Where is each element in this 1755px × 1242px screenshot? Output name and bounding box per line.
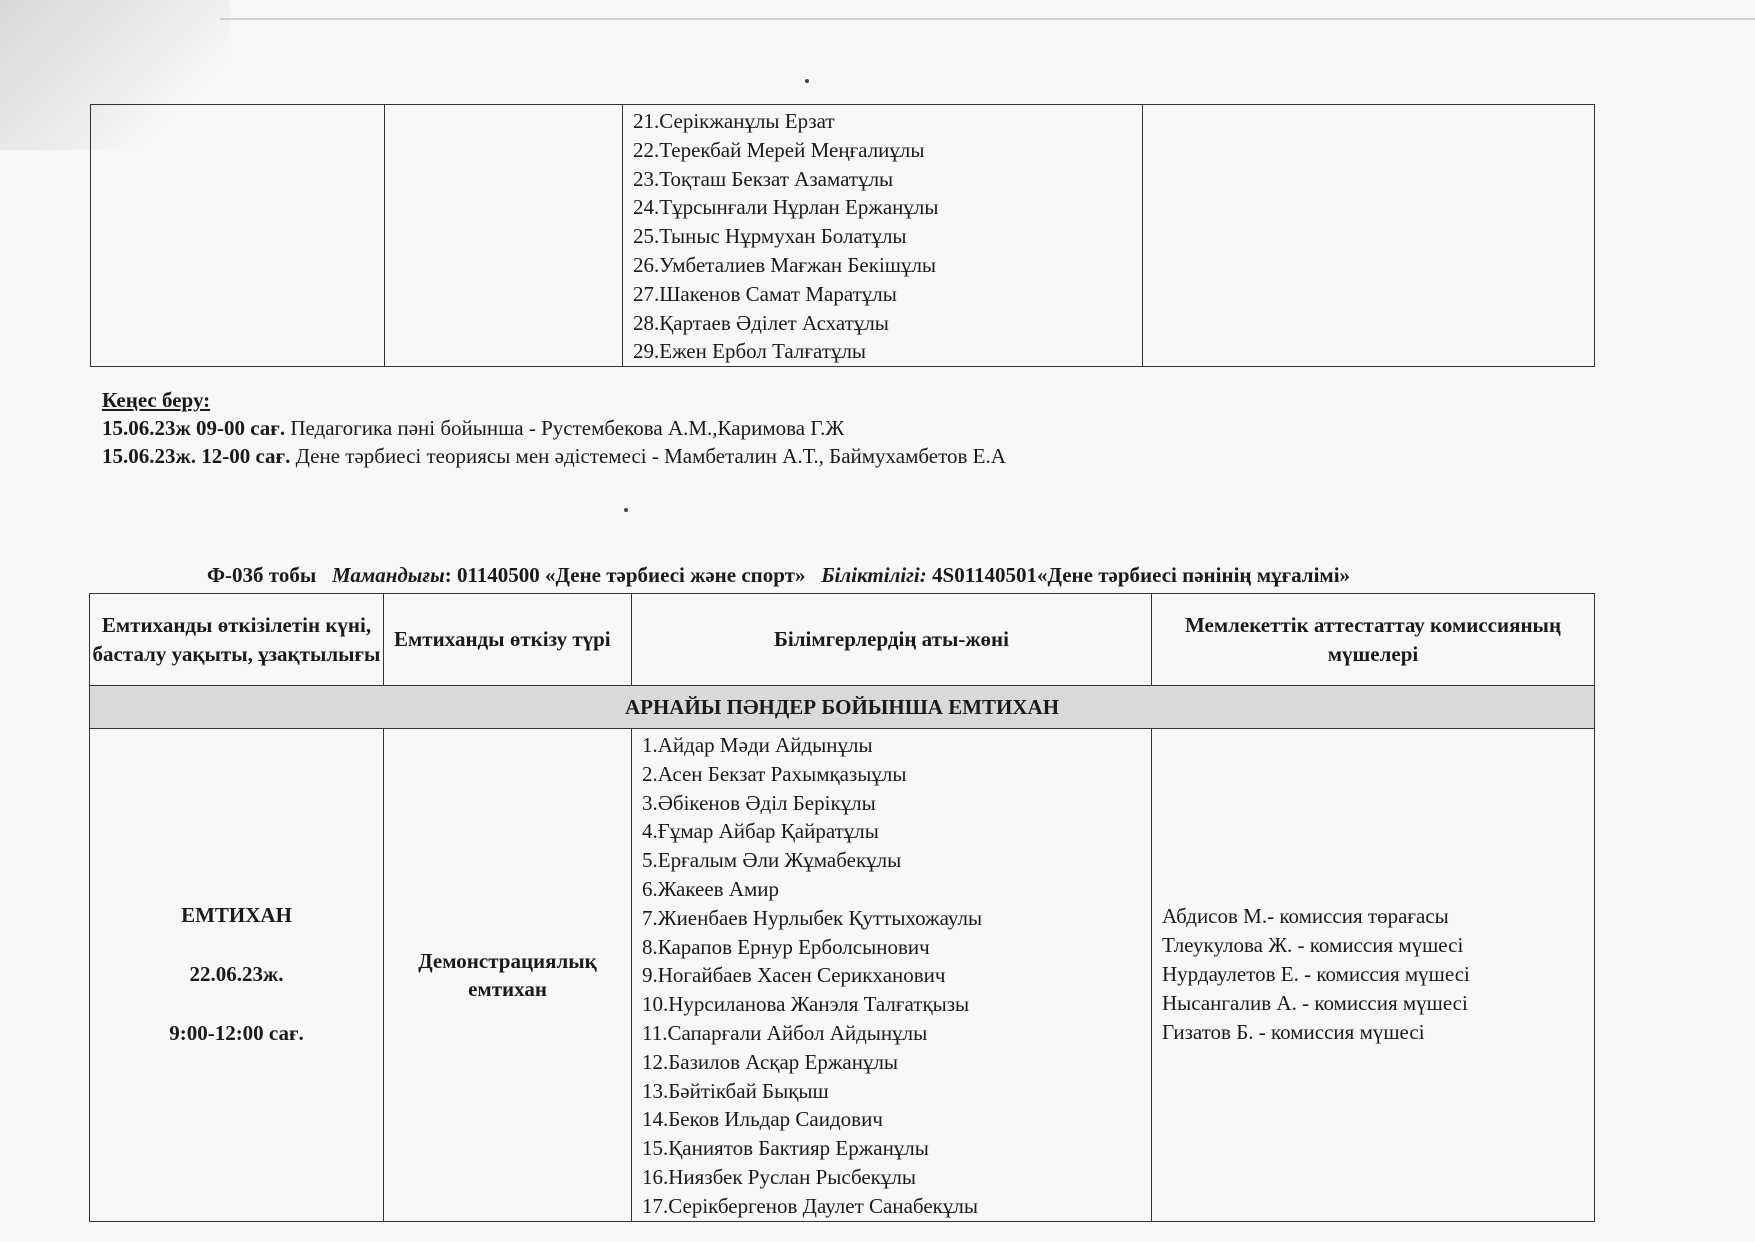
commission-member: Гизатов Б. - комиссия мүшесі (1162, 1020, 1425, 1045)
student-name: 29.Ежен Ербол Талғатұлы (633, 339, 867, 364)
student-name: 13.Бәйтікбай Бықыш (642, 1078, 829, 1103)
commission-list (1162, 902, 1594, 1047)
exam-type-cell: Демонстрациялық емтихан (384, 729, 632, 1222)
student-name: 6.Жакеев Амир (642, 876, 780, 901)
table-header-row (90, 594, 1595, 686)
group-info-line (207, 563, 1350, 588)
commission-member: Нурдаулетов Е. - комиссия мүшесі (1162, 962, 1470, 987)
student-names-cell (632, 729, 1152, 1222)
commission-cell (1152, 729, 1595, 1222)
group-name: Ф-03б тобы (207, 563, 317, 587)
header-commission: Мемлекеттік аттестаттау комиссияның мүшелері (1152, 594, 1595, 686)
student-names-cell (623, 105, 1143, 367)
exam-row (90, 729, 1595, 1222)
exam-date-cell (90, 729, 384, 1222)
qualification-label: Біліктілігі: (821, 563, 927, 587)
exam-schedule-table (89, 593, 1595, 1222)
student-name: 25.Тыныс Нұрмухан Болатұлы (633, 224, 907, 249)
empty-cell (91, 105, 385, 367)
exam-date: 22.06.23ж. (189, 962, 284, 987)
empty-cell (1143, 105, 1595, 367)
student-name: 17.Серікбергенов Даулет Санабекұлы (642, 1193, 978, 1218)
student-name: 5.Ерғалым Әли Жұмабекұлы (642, 848, 902, 873)
student-name: 10.Нурсиланова Жанэля Талғатқызы (642, 992, 970, 1017)
section-row (90, 686, 1595, 729)
student-name: 27.Шакенов Самат Маратұлы (633, 281, 897, 306)
student-name: 22.Терекбай Мерей Меңғалиұлы (633, 137, 925, 162)
consultation-block (102, 386, 1006, 470)
qualification-value: 4S01140501«Дене тәрбиесі пәнінің мұғалімі» (926, 563, 1351, 587)
student-name: 14.Беков Ильдар Саидович (642, 1107, 883, 1132)
student-name: 16.Ниязбек Руслан Рысбекұлы (642, 1164, 916, 1189)
speck-mark (624, 508, 628, 512)
student-name: 7.Жиенбаев Нурлыбек Қуттыхожаулы (642, 905, 983, 930)
student-name: 26.Умбеталиев Мағжан Бекішұлы (633, 252, 937, 277)
student-name: 21.Серікжанұлы Ерзат (633, 109, 835, 133)
commission-member: Абдисов М.- комиссия төрағасы (1162, 904, 1449, 929)
commission-member: Тлеукулова Ж. - комиссия мүшесі (1162, 933, 1464, 958)
student-name: 12.Базилов Асқар Ержанұлы (642, 1049, 899, 1074)
student-name: 3.Әбікенов Әділ Берікұлы (642, 790, 876, 815)
section-title: АРНАЙЫ ПӘНДЕР БОЙЫНША ЕМТИХАН (90, 686, 1595, 729)
student-name: 28.Қартаев Әділет Асхатұлы (633, 310, 889, 335)
empty-cell (385, 105, 623, 367)
consultation-heading: Кеңес беру: (102, 388, 211, 412)
student-name: 8.Карапов Ернур Ерболсынович (642, 934, 930, 959)
students-table-continued (90, 104, 1595, 367)
student-name: 24.Тұрсынғали Нұрлан Ержанұлы (633, 195, 939, 220)
header-student-names: Білімгерлердің аты-жөні (632, 594, 1152, 686)
exam-time: 9:00-12:00 сағ. (169, 1021, 304, 1046)
specialty-label: Мамандығы (331, 563, 445, 587)
student-name: 4.Ғұмар Айбар Қайратұлы (642, 819, 879, 844)
exam-title: ЕМТИХАН (181, 903, 292, 928)
student-name: 11.Сапарғали Айбол Айдынұлы (642, 1020, 928, 1045)
specialty-value: : 01140500 «Дене тәрбиесі және спорт» (444, 563, 806, 587)
student-list (623, 105, 1142, 366)
student-list (632, 729, 1151, 1221)
commission-member: Нысангалив А. - комиссия мүшесі (1162, 991, 1468, 1016)
student-name: 15.Қаниятов Бактияр Ержанұлы (642, 1136, 929, 1161)
header-exam-type: Емтиханды өткізу түрі (384, 594, 632, 686)
student-name: 2.Асен Бекзат Рахымқазыұлы (642, 761, 907, 786)
page-edge (220, 18, 1755, 20)
student-name: 1.Айдар Мәди Айдынұлы (642, 733, 873, 757)
speck-mark (805, 79, 809, 83)
consultation-line: 15.06.23ж. 12-00 сағ. Дене тәрбиесі теориясы мен әдістемесі - Мамбеталин А.Т., Баймухамбетов Е.А (102, 444, 1006, 468)
student-name: 23.Тоқташ Бекзат Азаматұлы (633, 166, 894, 191)
header-exam-date: Емтиханды өткізілетін күні, басталу уақыты, ұзақтылығы (90, 594, 384, 686)
student-name: 9.Ногайбаев Хасен Серикханович (642, 963, 946, 988)
consultation-line: 15.06.23ж 09-00 сағ. Педагогика пәні бойынша - Рустембекова А.М.,Каримова Г.Ж (102, 416, 845, 440)
